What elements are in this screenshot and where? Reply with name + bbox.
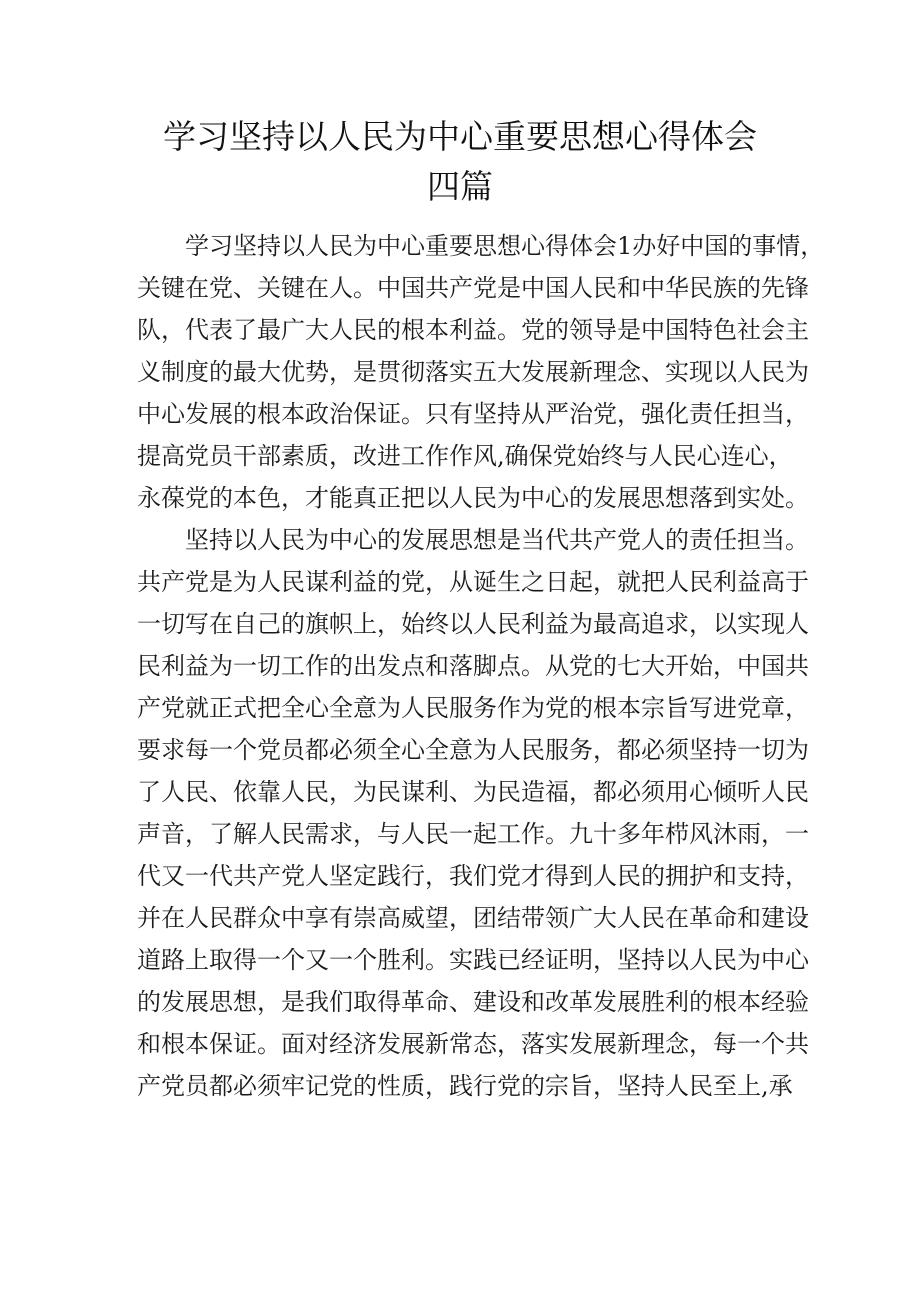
paragraph-line: 永葆党的本色，才能真正把以人民为中心的发展思想落到实处。 <box>137 484 809 512</box>
paragraph-line: 提高党员干部素质，改进工作作风,确保党始终与人民心连心， <box>137 442 793 470</box>
paragraph-line: 共产党是为人民谋利益的党，从诞生之日起，就把人民利益高于 <box>137 568 809 596</box>
paragraph-line: 民利益为一切工作的出发点和落脚点。从党的七大开始，中国共 <box>137 652 809 680</box>
paragraph-line: 要求每一个党员都必须全心全意为人民服务，都必须坚持一切为 <box>137 736 809 764</box>
title-line-1: 学习坚持以人民为中心重要思想心得体会 <box>163 117 757 156</box>
paragraph-line: 义制度的最大优势，是贯彻落实五大发展新理念、实现以人民为 <box>137 358 809 386</box>
paragraph-line: 坚持以人民为中心的发展思想是当代共产党人的责任担当。 <box>185 526 809 554</box>
paragraph-line: 关键在党、关键在人。中国共产党是中国人民和中华民族的先锋 <box>137 274 809 302</box>
title-line-2: 四篇 <box>427 167 493 206</box>
paragraph-line: 并在人民群众中享有崇高威望，团结带领广大人民在革命和建设 <box>137 904 809 932</box>
paragraph-line: 声音，了解人民需求，与人民一起工作。九十多年栉风沐雨，一 <box>137 820 809 848</box>
paragraph-line: 代又一代共产党人坚定践行，我们党才得到人民的拥护和支持， <box>137 862 809 890</box>
paragraph-line: 队，代表了最广大人民的根本利益。党的领导是中国特色社会主 <box>137 316 809 344</box>
paragraph-2 <box>137 519 809 1107</box>
paragraph-line: 学习坚持以人民为中心重要思想心得体会1办好中国的事情， <box>185 232 825 260</box>
document-title <box>100 112 820 212</box>
paragraph-line: 和根本保证。面对经济发展新常态，落实发展新理念，每一个共 <box>137 1030 809 1058</box>
paragraph-line: 一切写在自己的旗帜上，始终以人民利益为最高追求，以实现人 <box>137 610 809 638</box>
paragraph-line: 中心发展的根本政治保证。只有坚持从严治党，强化责任担当， <box>137 400 809 428</box>
paragraph-line: 道路上取得一个又一个胜利。实践已经证明，坚持以人民为中心 <box>137 946 809 974</box>
paragraph-line: 产党员都必须牢记党的性质，践行党的宗旨，坚持人民至上,承 <box>137 1072 793 1100</box>
paragraph-line: 的发展思想，是我们取得革命、建设和改革发展胜利的根本经验 <box>137 988 809 1016</box>
paragraph-line: 了人民、依靠人民，为民谋利、为民造福，都必须用心倾听人民 <box>137 778 809 806</box>
paragraph-1 <box>137 225 825 519</box>
paragraph-line: 产党就正式把全心全意为人民服务作为党的根本宗旨写进党章， <box>137 694 809 722</box>
document-body <box>137 225 825 1107</box>
